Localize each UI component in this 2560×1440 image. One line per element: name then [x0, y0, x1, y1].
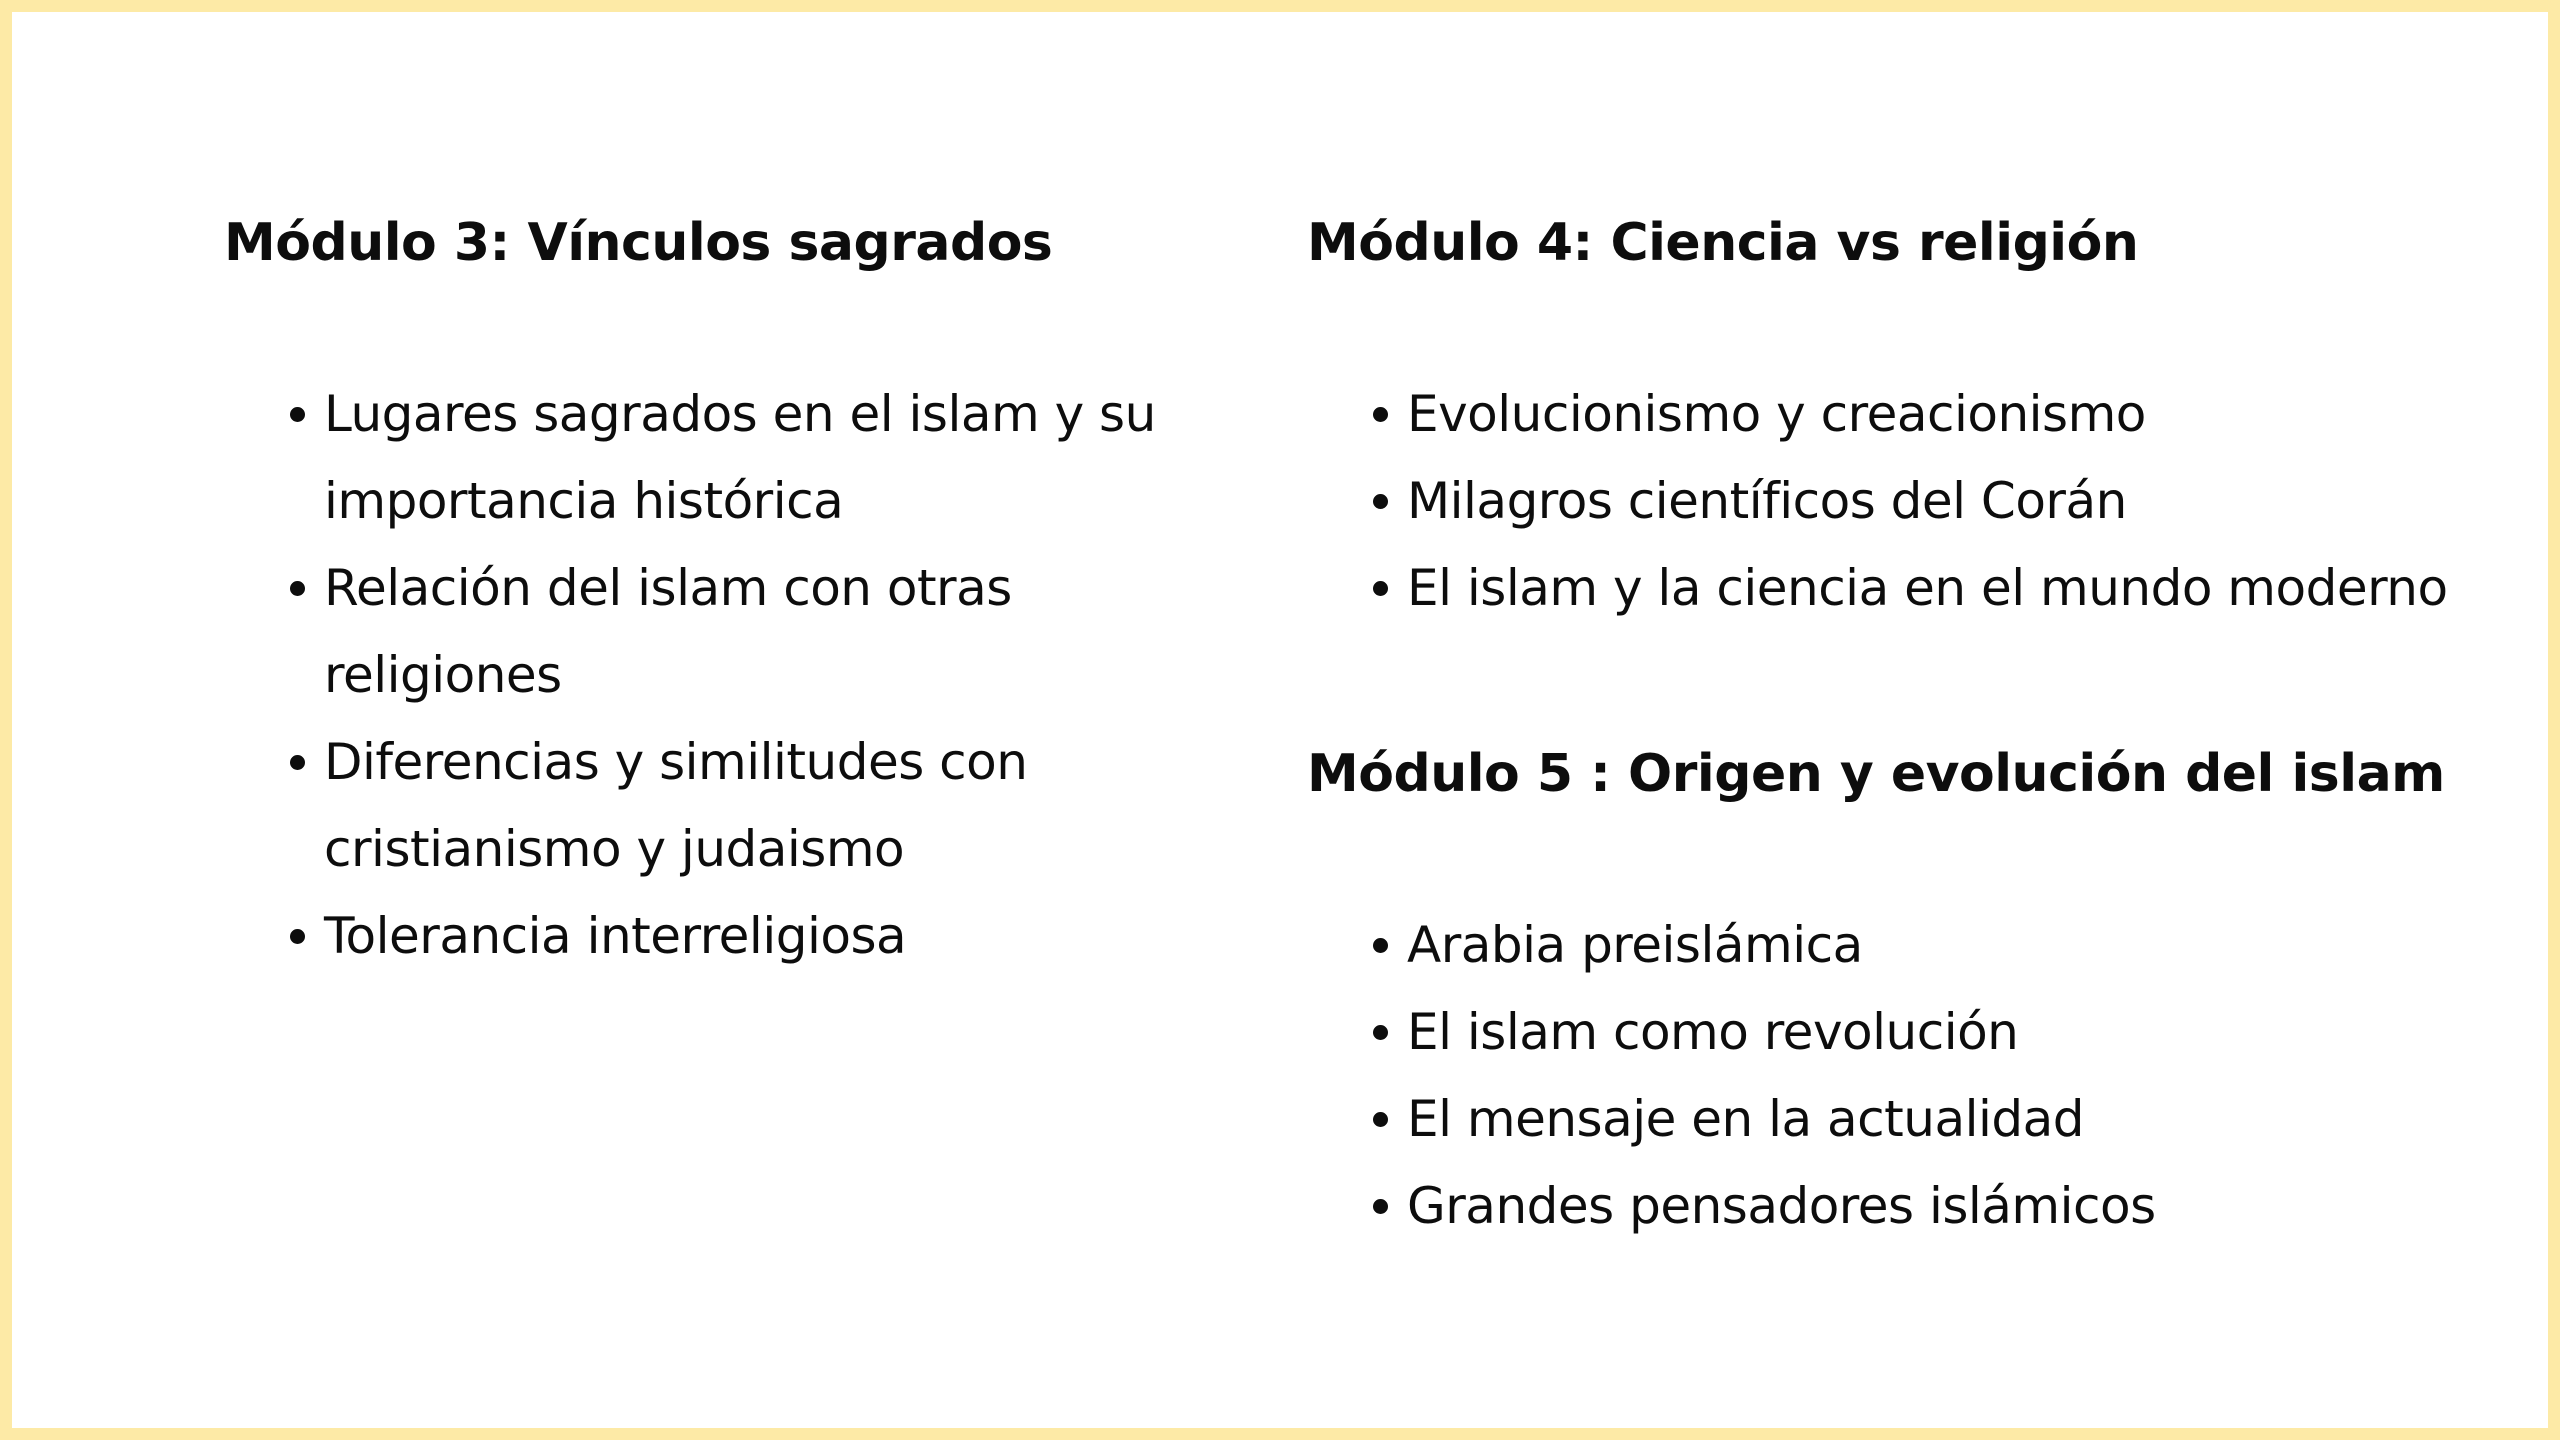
module-3-topic-list — [224, 371, 1224, 980]
module-3-section — [224, 208, 1224, 980]
bullet-icon — [290, 407, 305, 422]
topic-text: Arabia preislámica — [1407, 916, 1863, 974]
topic-item — [1307, 458, 2537, 545]
module-3-title: Módulo 3: Vínculos sagrados — [224, 213, 1053, 273]
topic-text: El mensaje en la actualidad — [1407, 1090, 2085, 1148]
topic-text: El islam y la ciencia en el mundo moderno — [1407, 559, 2448, 617]
topic-item — [1307, 1163, 2537, 1250]
topic-text: Evolucionismo y creacionismo — [1407, 385, 2146, 443]
topic-text: Tolerancia interreligiosa — [324, 907, 907, 965]
topic-text: El islam como revolución — [1407, 1003, 2019, 1061]
slide — [12, 12, 2548, 1428]
module-4-section — [1307, 208, 2537, 632]
bullet-icon — [290, 581, 305, 596]
topic-item — [224, 545, 1224, 719]
topic-text: Grandes pensadores islámicos — [1407, 1177, 2156, 1235]
module-4-topic-list — [1307, 371, 2537, 632]
module-4-title: Módulo 4: Ciencia vs religión — [1307, 213, 2139, 273]
topic-item — [224, 893, 1224, 980]
bullet-icon — [1373, 494, 1388, 509]
bullet-icon — [1373, 1199, 1388, 1214]
topic-item — [1307, 1076, 2537, 1163]
bullet-icon — [1373, 407, 1388, 422]
topic-item — [1307, 545, 2537, 632]
bullet-icon — [290, 929, 305, 944]
topic-text: Relación del islam con otras religiones — [324, 559, 1012, 704]
module-5-topic-list — [1307, 902, 2537, 1250]
topic-item — [1307, 902, 2537, 989]
topic-item — [1307, 371, 2537, 458]
bullet-icon — [1373, 938, 1388, 953]
topic-item — [224, 719, 1224, 893]
module-5-section — [1307, 739, 2537, 1250]
topic-text: Milagros científicos del Corán — [1407, 472, 2127, 530]
bullet-icon — [1373, 1112, 1388, 1127]
bullet-icon — [290, 755, 305, 770]
bullet-icon — [1373, 1025, 1388, 1040]
topic-text: Lugares sagrados en el islam y su importancia histórica — [324, 385, 1156, 530]
bullet-icon — [1373, 581, 1388, 596]
topic-text: Diferencias y similitudes con cristianismo y judaismo — [324, 733, 1028, 878]
topic-item — [224, 371, 1224, 545]
module-5-title: Módulo 5 : Origen y evolución del islam — [1307, 744, 2445, 804]
topic-item — [1307, 989, 2537, 1076]
